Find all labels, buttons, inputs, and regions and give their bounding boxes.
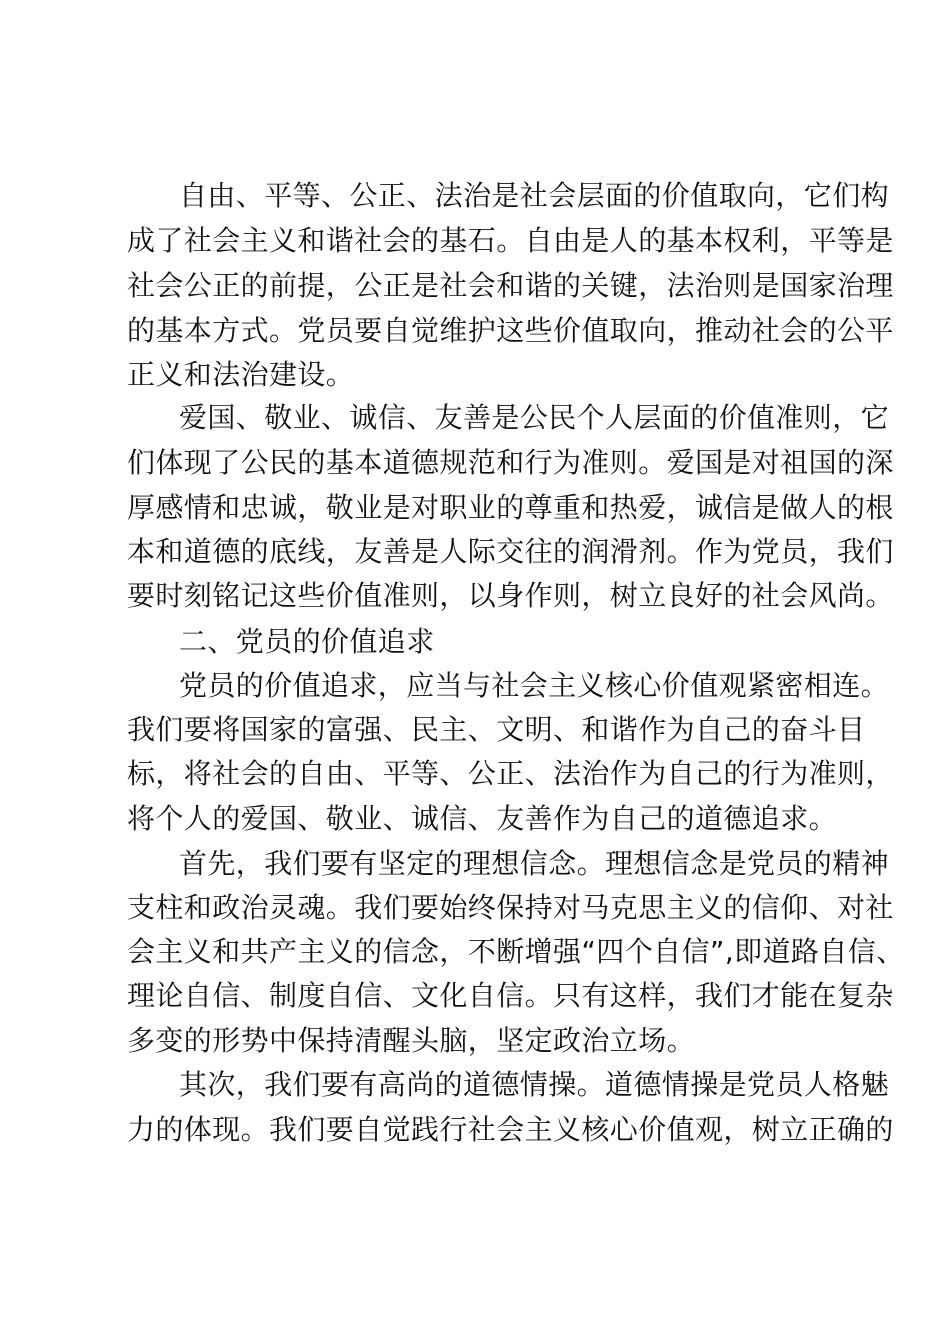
paragraph-line: 爱国、敬业、诚信、友善是公民个人层面的价值准则，它: [179, 401, 890, 434]
paragraph-line: 多变的形势中保持清醒头脑，坚定政治立场。: [127, 1024, 696, 1057]
paragraph-line: 我们要将国家的富强、民主、文明、和谐作为自己的奋斗目: [127, 713, 866, 746]
paragraph-line: 厚感情和忠诚，敬业是对职业的尊重和热爱，诚信是做人的根: [127, 491, 894, 524]
paragraph-line: 正义和法治建设。: [127, 358, 355, 391]
paragraph-line: 首先，我们要有坚定的理想信念。理想信念是党员的精神: [179, 847, 890, 880]
paragraph-line: 理论自信、制度自信、文化自信。只有这样，我们才能在复杂: [127, 979, 894, 1012]
paragraph-line: 标，将社会的自由、平等、公正、法治作为自己的行为准则，: [127, 757, 894, 790]
paragraph-line: 会主义和共产主义的信念，不断增强“四个自信”,即道路自信、: [127, 935, 905, 968]
paragraph-line: 支柱和政治灵魂。我们要始终保持对马克思主义的信仰、对社: [127, 891, 894, 924]
paragraph-line: 成了社会主义和谐社会的基石。自由是人的基本权利，平等是: [127, 224, 894, 257]
paragraph-line: 其次，我们要有高尚的道德情操。道德情操是党员人格魅: [179, 1068, 890, 1101]
paragraph-line: 社会公正的前提，公正是社会和谐的关键，法治则是国家治理: [127, 269, 894, 302]
paragraph-line: 力的体现。我们要自觉践行社会主义核心价值观，树立正确的: [127, 1113, 894, 1146]
paragraph-line: 本和道德的底线，友善是人际交往的润滑剂。作为党员，我们: [127, 535, 894, 568]
paragraph-line: 的基本方式。党员要自觉维护这些价值取向，推动社会的公平: [127, 314, 894, 347]
paragraph-line: 们体现了公民的基本道德规范和行为准则。爱国是对祖国的深: [127, 446, 894, 479]
section-heading: 二、党员的价值追求: [179, 625, 435, 658]
paragraph-line: 自由、平等、公正、法治是社会层面的价值取向，它们构: [179, 179, 890, 212]
paragraph-line: 要时刻铭记这些价值准则，以身作则，树立良好的社会风尚。: [127, 579, 894, 612]
paragraph-line: 党员的价值追求，应当与社会主义核心价值观紧密相连。: [179, 669, 890, 702]
paragraph-line: 将个人的爱国、敬业、诚信、友善作为自己的道德追求。: [127, 802, 838, 835]
